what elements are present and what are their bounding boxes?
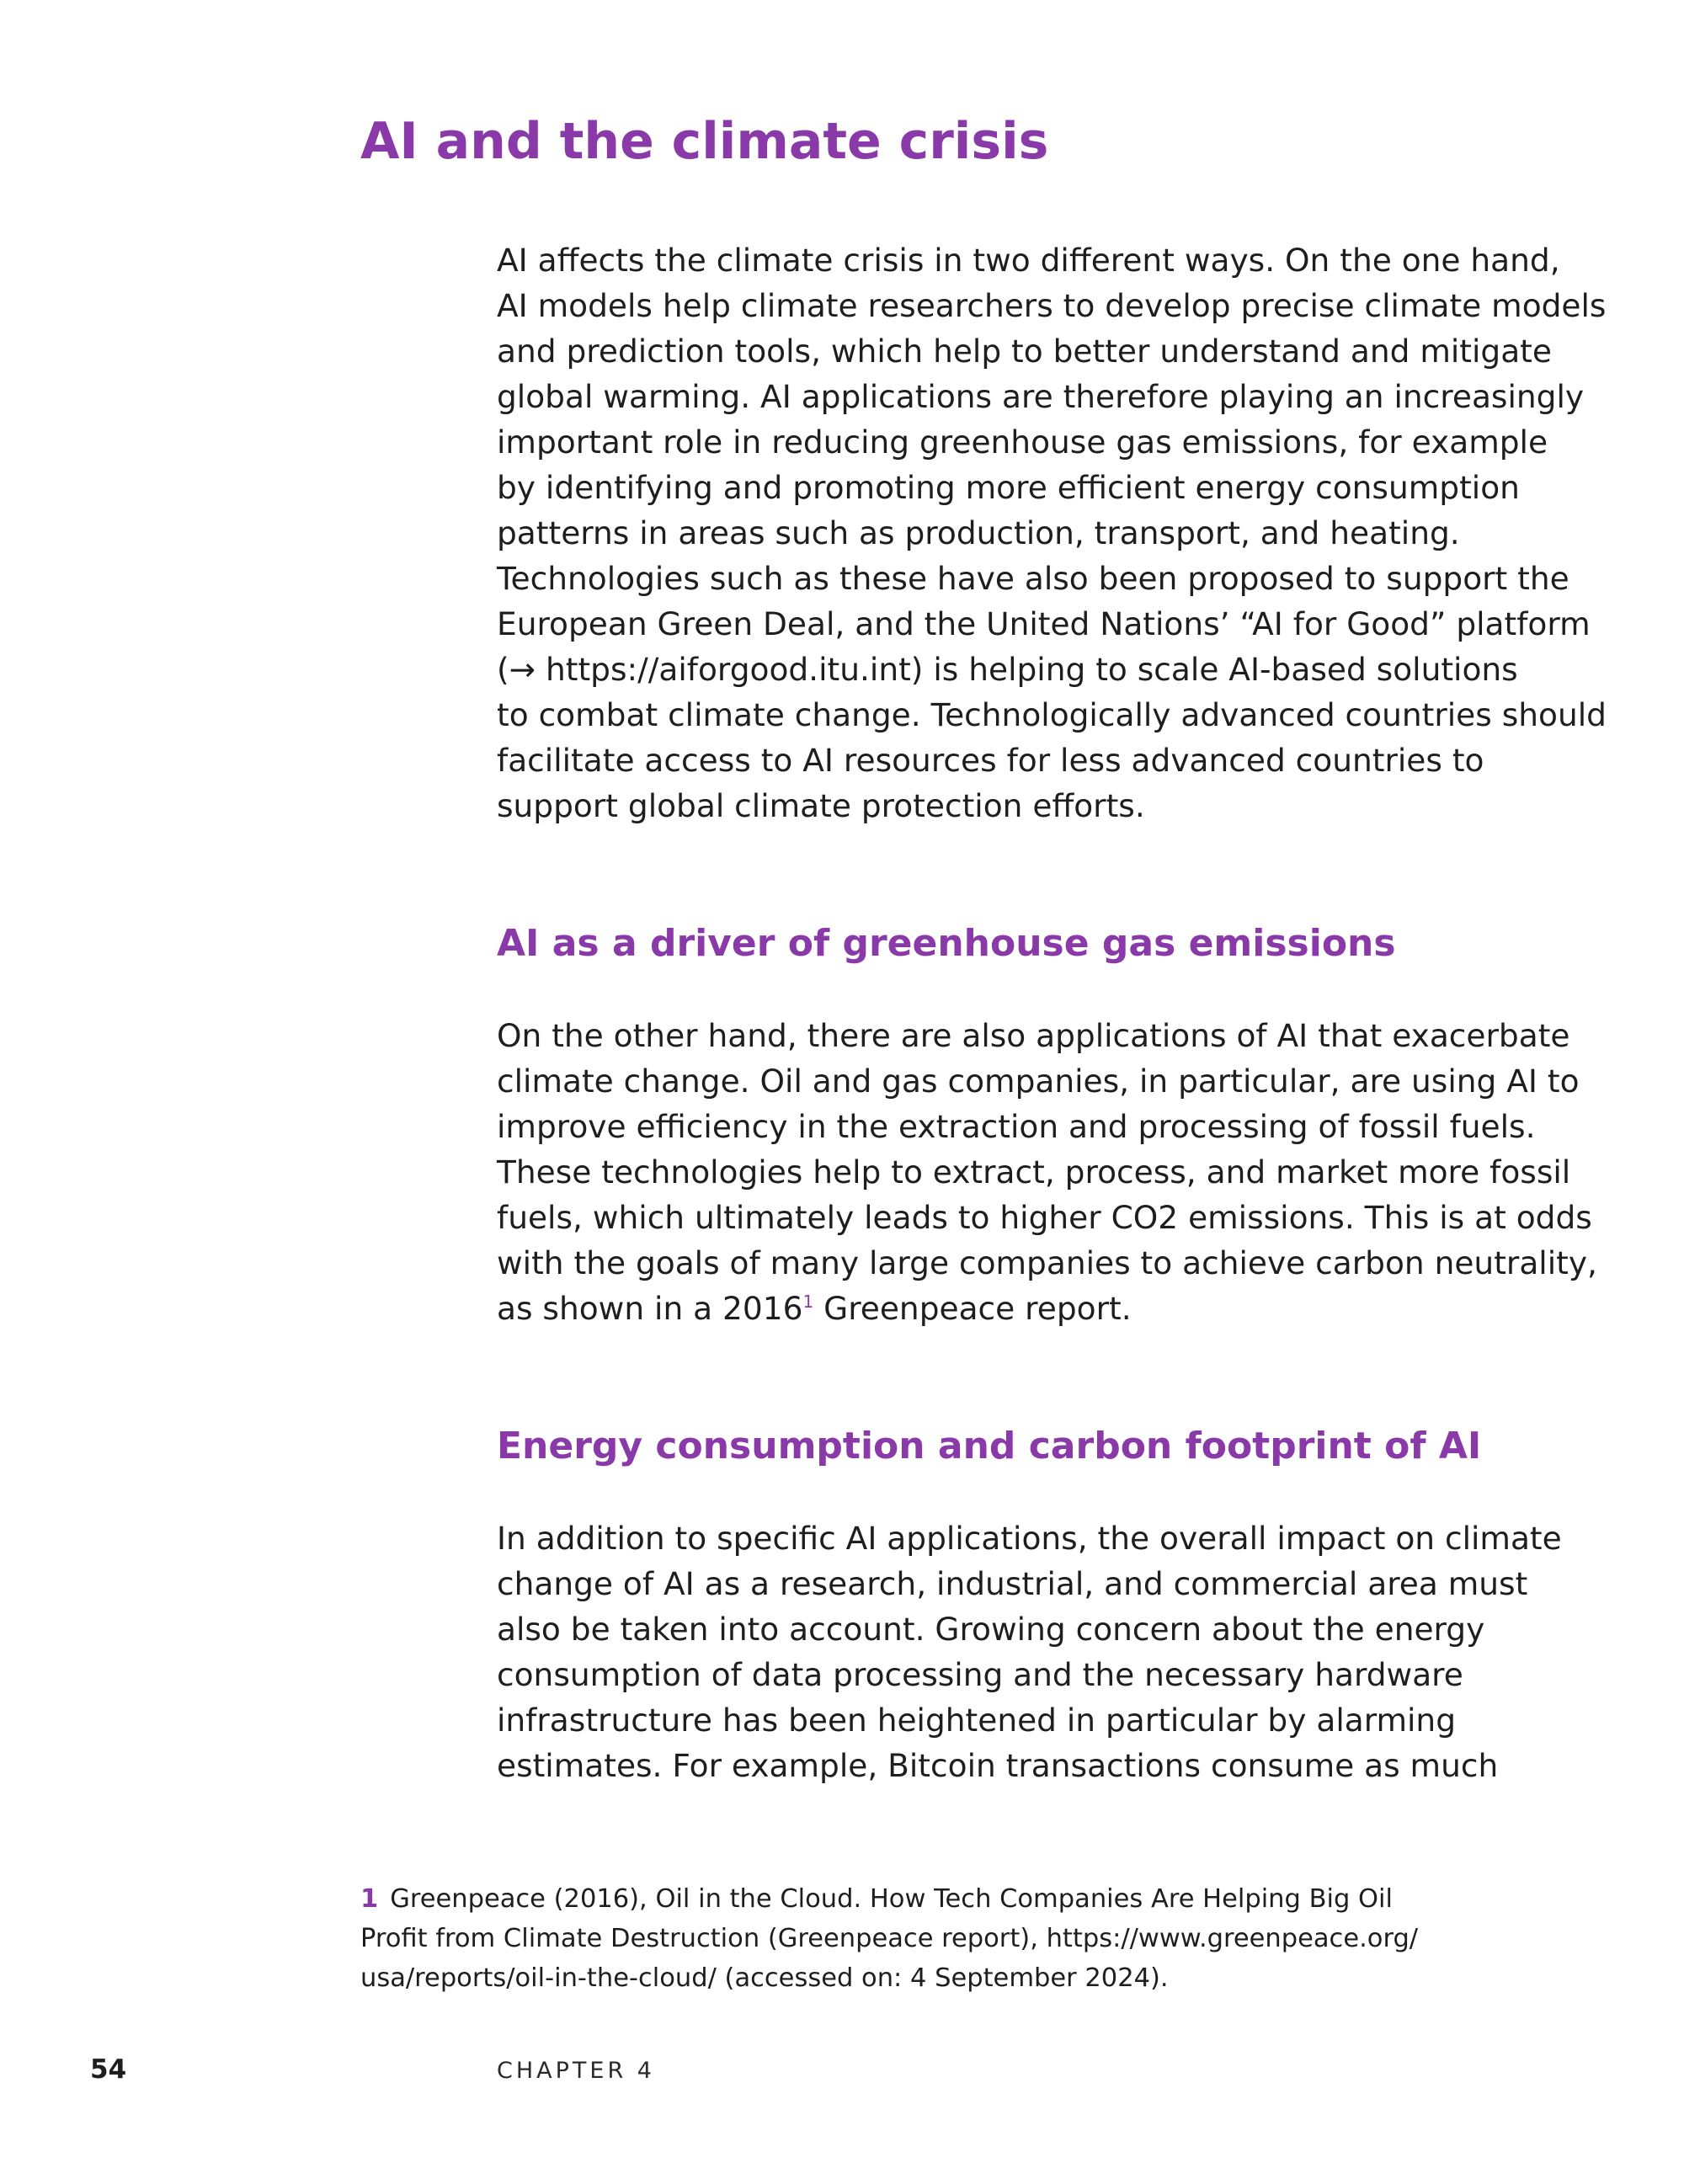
paragraph-text: as shown in a 2016	[497, 1290, 803, 1327]
paragraph-line: European Green Deal, and the United Nations’ “AI for Good” platform	[497, 605, 1591, 642]
paragraph-line: fuels, which ultimately leads to higher CO2 emissions. This is at odds	[497, 1199, 1592, 1236]
paragraph-line-with-link: (→ https://aiforgood.itu.int) is helping to scale AI-based solutions	[497, 651, 1518, 688]
paragraph-line: improve efficiency in the extraction and processing of fossil fuels.	[497, 1108, 1536, 1145]
section-heading-emissions: AI as a driver of greenhouse gas emissions	[497, 922, 1396, 965]
footnote-text: Greenpeace (2016), Oil in the Cloud. How Tech Companies Are Helping Big Oil	[390, 1884, 1393, 1914]
paragraph-line: In addition to specific AI applications, the overall impact on climate	[497, 1520, 1562, 1557]
paragraph-line: estimates. For example, Bitcoin transactions consume as much	[497, 1747, 1499, 1784]
paragraph-line: change of AI as a research, industrial, and commercial area must	[497, 1565, 1528, 1602]
paragraph-line: global warming. AI applications are therefore playing an increasingly	[497, 378, 1585, 415]
page-number: 54	[90, 2054, 127, 2085]
footnote-line	[360, 1879, 1418, 1919]
main-content	[497, 237, 1607, 1788]
paragraph-line: by identifying and promoting more efficient energy consumption	[497, 469, 1520, 506]
paragraph-line: infrastructure has been heightened in particular by alarming	[497, 1702, 1457, 1739]
paragraph-line: support global climate protection efforts.	[497, 787, 1145, 824]
paragraph-line: AI affects the climate crisis in two different ways. On the one hand,	[497, 242, 1560, 279]
footnote-line: Profit from Climate Destruction (Greenpeace report), https://www.greenpeace.org/	[360, 1924, 1419, 1953]
paragraph-line: with the goals of many large companies to achieve carbon neutrality,	[497, 1244, 1597, 1281]
paragraph-line: facilitate access to AI resources for less advanced countries to	[497, 742, 1484, 779]
emissions-paragraph	[497, 1013, 1597, 1331]
paragraph-line: patterns in areas such as production, transport, and heating.	[497, 514, 1460, 551]
paragraph-line: On the other hand, there are also applications of AI that exacerbate	[497, 1017, 1570, 1054]
paragraph-line: important role in reducing greenhouse gas emissions, for example	[497, 423, 1548, 461]
page-title: AI and the climate crisis	[360, 112, 1049, 171]
paragraph-line: consumption of data processing and the necessary hardware	[497, 1656, 1463, 1693]
paragraph-line	[497, 1286, 1558, 1331]
chapter-label: CHAPTER 4	[497, 2058, 655, 2084]
intro-paragraph	[497, 237, 1607, 828]
section-heading-energy: Energy consumption and carbon footprint of AI	[497, 1425, 1482, 1468]
footnote-number: 1	[360, 1884, 379, 1914]
footnote	[360, 1879, 1418, 1998]
paragraph-line: These technologies help to extract, process, and market more fossil	[497, 1153, 1571, 1191]
footnote-reference[interactable]: 1	[802, 1292, 814, 1312]
energy-paragraph	[497, 1515, 1562, 1788]
paragraph-text: Greenpeace report.	[813, 1290, 1132, 1327]
paragraph-line: to combat climate change. Technologically advanced countries should	[497, 696, 1607, 733]
paragraph-line: climate change. Oil and gas companies, in particular, are using AI to	[497, 1063, 1580, 1100]
footnote-line: usa/reports/oil-in-the-cloud/ (accessed on: 4 September 2024).	[360, 1963, 1169, 1993]
paragraph-line: and prediction tools, which help to better understand and mitigate	[497, 333, 1552, 370]
paragraph-line: also be taken into account. Growing concern about the energy	[497, 1611, 1485, 1648]
paragraph-line: Technologies such as these have also been proposed to support the	[497, 560, 1569, 597]
paragraph-line: AI models help climate researchers to develop precise climate models	[497, 287, 1607, 324]
